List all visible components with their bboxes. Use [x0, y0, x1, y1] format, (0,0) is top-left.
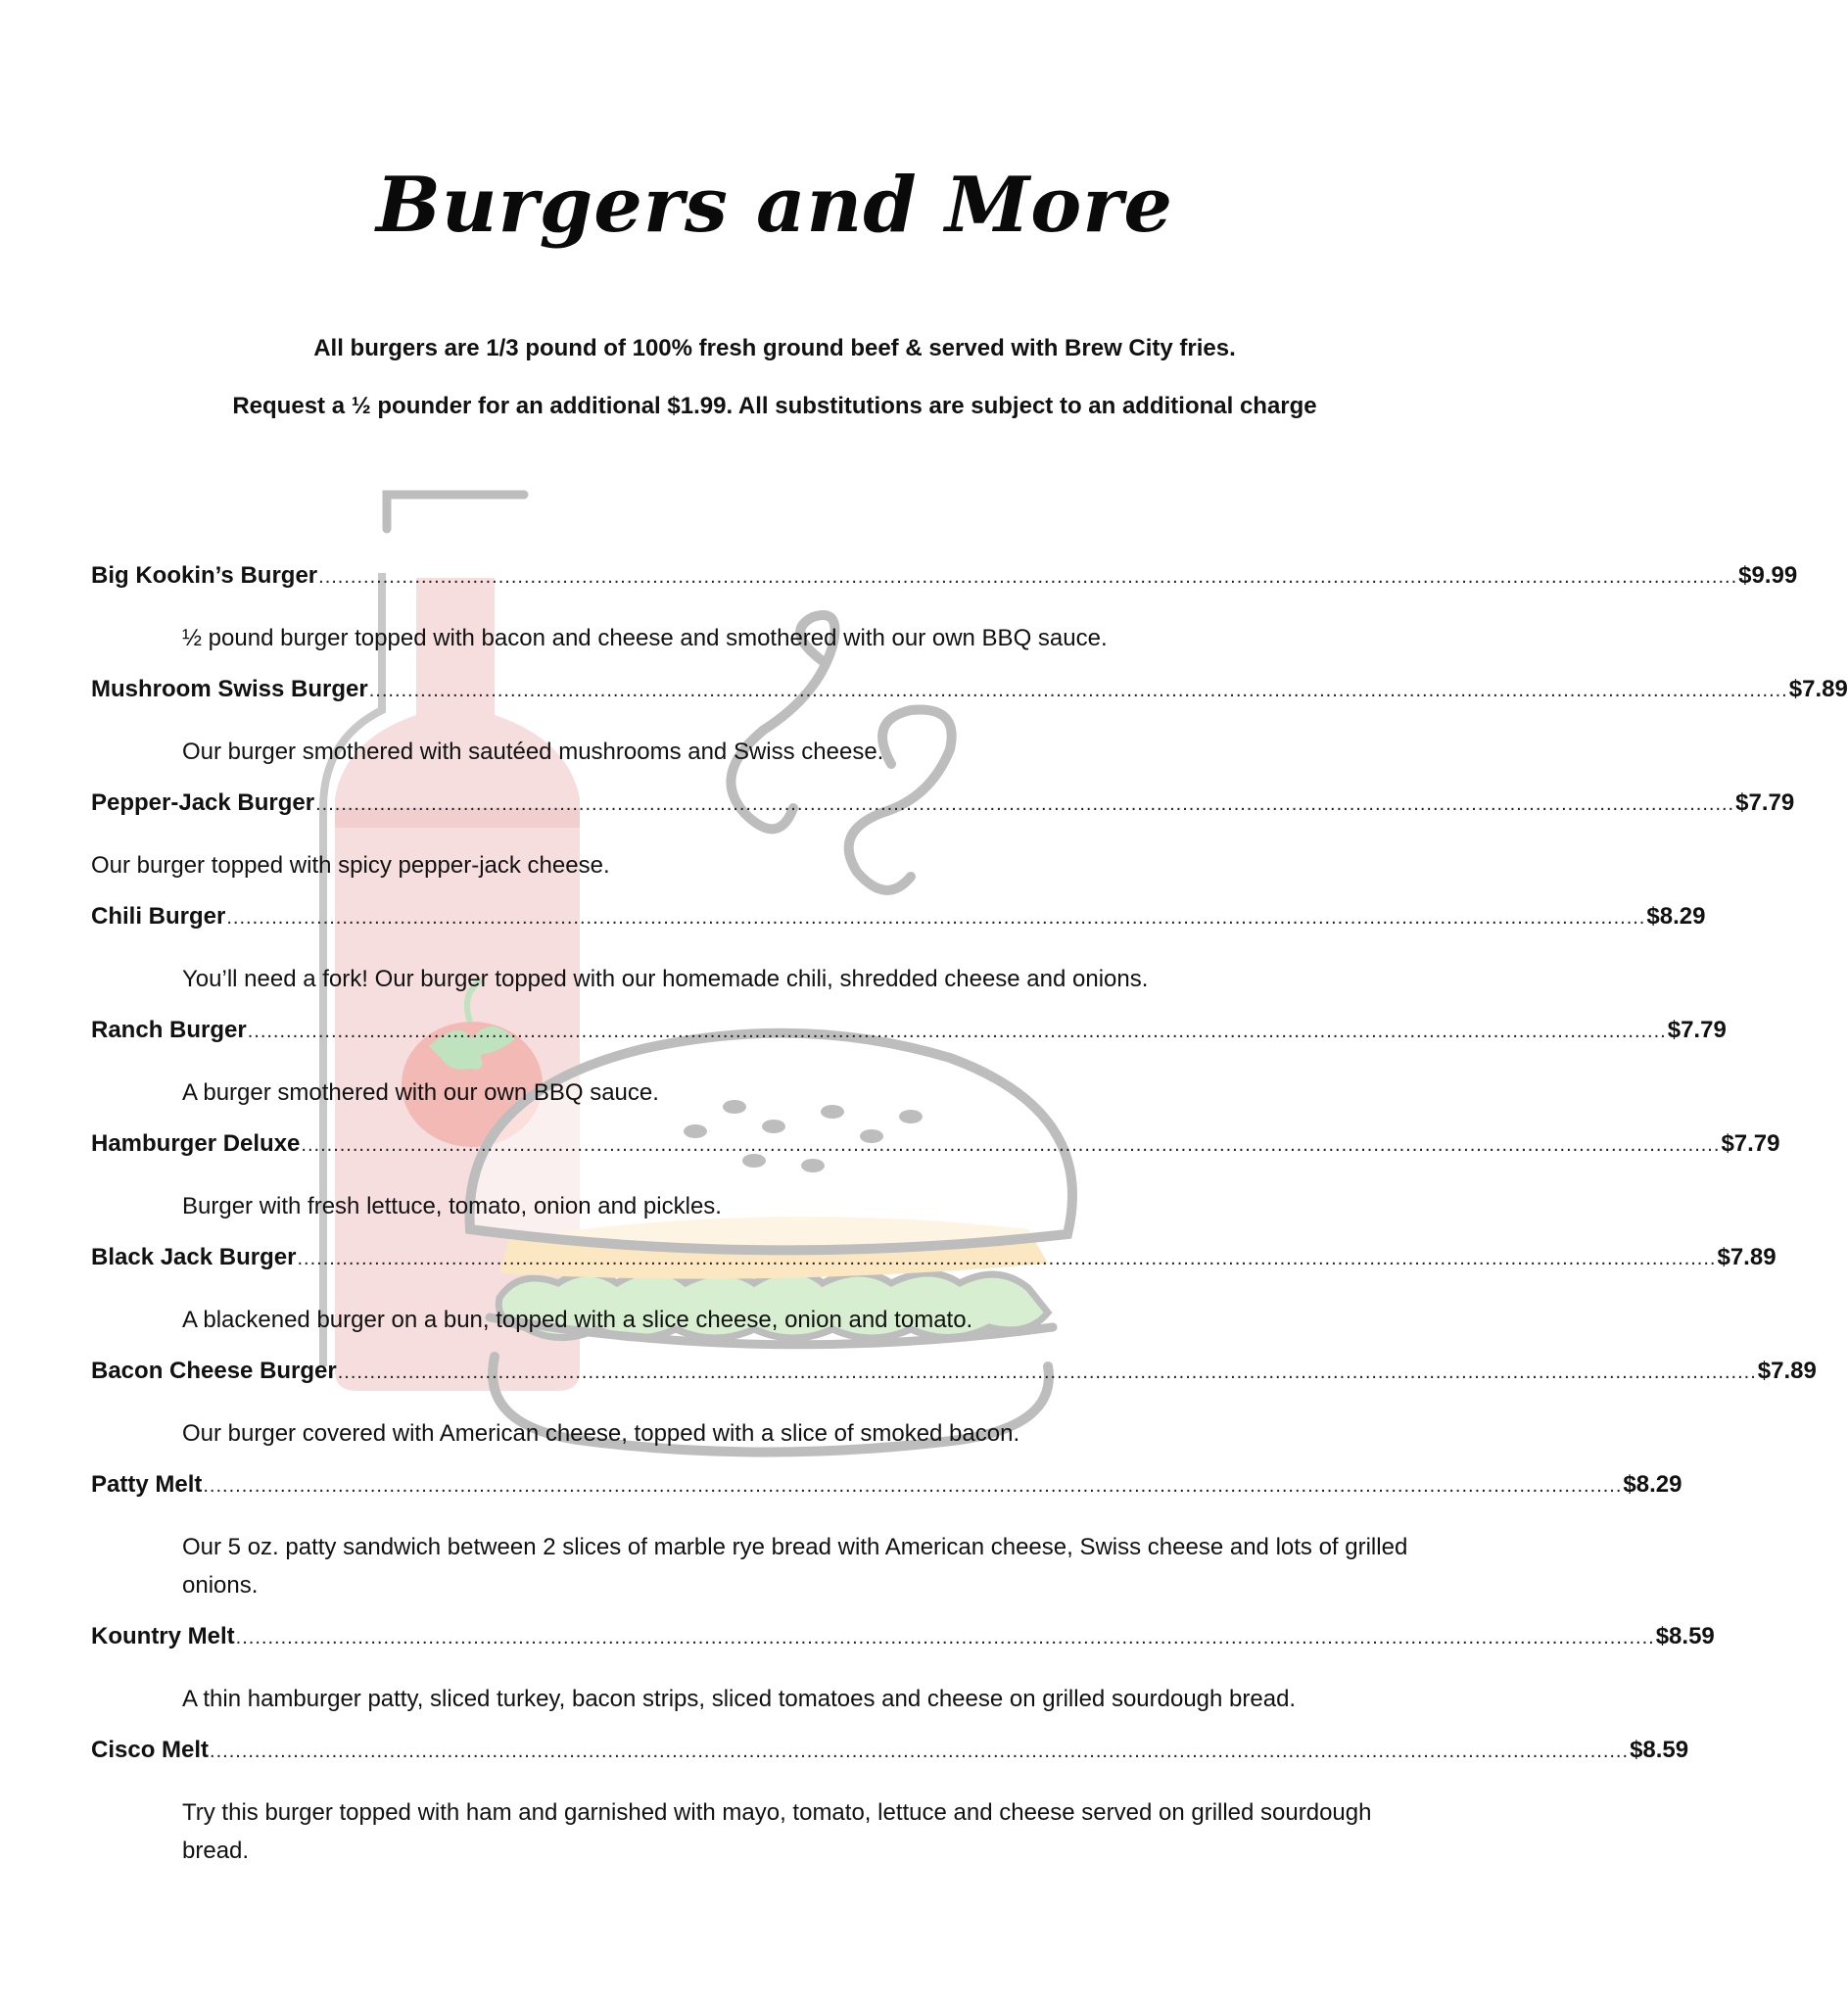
dot-leader: ............................................................................................................................................................................................................................. — [318, 566, 1738, 588]
menu-item-row — [91, 562, 1798, 619]
menu-item-row — [91, 1623, 1715, 1680]
menu-item-row — [91, 903, 1706, 960]
menu-item-price: $7.79 — [1667, 1017, 1727, 1043]
dot-leader: ............................................................................................................................................................................................................................. — [203, 1475, 1623, 1497]
menu-item-price: $7.79 — [1735, 789, 1795, 816]
menu-item-price: $7.89 — [1717, 1244, 1777, 1270]
menu-item-row — [91, 1471, 1682, 1528]
menu-item-row — [91, 789, 1795, 846]
menu-item-description: A blackened burger on a bun, topped with a slice cheese, onion and tomato. — [182, 1307, 973, 1333]
menu-item-name: Hamburger Deluxe — [91, 1130, 301, 1157]
menu-item-price: $8.59 — [1630, 1737, 1689, 1763]
menu-item-price: $9.99 — [1738, 562, 1798, 589]
page-title: Burgers and More — [375, 161, 1174, 251]
menu-item-description: Our 5 oz. patty sandwich between 2 slices of marble rye bread with American cheese, Swiss cheese and lots of grilled onions. — [182, 1534, 1408, 1599]
dot-leader: ............................................................................................................................................................................................................................. — [297, 1248, 1717, 1269]
menu-item-description: A thin hamburger patty, sliced turkey, bacon strips, sliced tomatoes and cheese on grilled sourdough bread. — [182, 1686, 1297, 1712]
dot-leader: ............................................................................................................................................................................................................................. — [301, 1134, 1721, 1156]
menu-item-name: Patty Melt — [91, 1471, 203, 1498]
menu-item-description: Try this burger topped with ham and garnished with mayo, tomato, lettuce and cheese served on grilled sourdough bread. — [182, 1799, 1372, 1864]
dot-leader: ............................................................................................................................................................................................................................. — [368, 680, 1788, 701]
menu-item-price: $7.89 — [1788, 676, 1848, 702]
menu-item-price: $7.89 — [1757, 1358, 1817, 1384]
menu-item-name: Big Kookin’s Burger — [91, 562, 318, 589]
burger-menu-list — [91, 562, 1848, 1888]
menu-item-row — [91, 1244, 1777, 1301]
menu-item-row — [91, 1130, 1780, 1187]
menu-item-price: $8.29 — [1623, 1471, 1682, 1498]
menu-item-row — [91, 1737, 1689, 1793]
menu-item-name: Kountry Melt — [91, 1623, 235, 1649]
menu-item-name: Mushroom Swiss Burger — [91, 676, 368, 702]
menu-item-name: Cisco Melt — [91, 1737, 210, 1763]
intro-note-upgrade: Request a ½ pounder for an additional $1.99. All substitutions are subject to an additional charge — [232, 393, 1317, 419]
menu-item-description: You’ll need a fork! Our burger topped with our homemade chili, shredded cheese and onions. — [182, 966, 1149, 992]
menu-item-description: A burger smothered with our own BBQ sauce. — [182, 1079, 659, 1106]
dot-leader: ............................................................................................................................................................................................................................. — [247, 1021, 1667, 1042]
menu-item-name: Chili Burger — [91, 903, 226, 930]
menu-item-row — [91, 1017, 1727, 1074]
menu-item-name: Black Jack Burger — [91, 1244, 297, 1270]
menu-item-price: $8.59 — [1655, 1623, 1715, 1649]
menu-item-description: Our burger topped with spicy pepper-jack cheese. — [91, 852, 610, 879]
menu-item-price: $8.29 — [1646, 903, 1706, 930]
dot-leader: ............................................................................................................................................................................................................................. — [235, 1627, 1655, 1648]
dot-leader: ............................................................................................................................................................................................................................. — [226, 907, 1646, 929]
menu-item-description: Our burger smothered with sautéed mushrooms and Swiss cheese. — [182, 739, 884, 765]
dot-leader: ............................................................................................................................................................................................................................. — [315, 793, 1735, 815]
menu-item-row — [91, 676, 1848, 733]
menu-item-name: Pepper-Jack Burger — [91, 789, 315, 816]
menu-item-row — [91, 1358, 1817, 1414]
dot-leader: ............................................................................................................................................................................................................................. — [337, 1361, 1757, 1383]
intro-note-portion: All burgers are 1/3 pound of 100% fresh ground beef & served with Brew City fries. — [313, 335, 1236, 361]
dot-leader: ............................................................................................................................................................................................................................. — [210, 1741, 1630, 1762]
menu-item-description: ½ pound burger topped with bacon and cheese and smothered with our own BBQ sauce. — [182, 625, 1108, 651]
menu-item-name: Bacon Cheese Burger — [91, 1358, 337, 1384]
menu-item-name: Ranch Burger — [91, 1017, 247, 1043]
menu-item-description: Burger with fresh lettuce, tomato, onion and pickles. — [182, 1193, 722, 1219]
menu-item-price: $7.79 — [1721, 1130, 1780, 1157]
menu-item-description: Our burger covered with American cheese, topped with a slice of smoked bacon. — [182, 1420, 1020, 1447]
